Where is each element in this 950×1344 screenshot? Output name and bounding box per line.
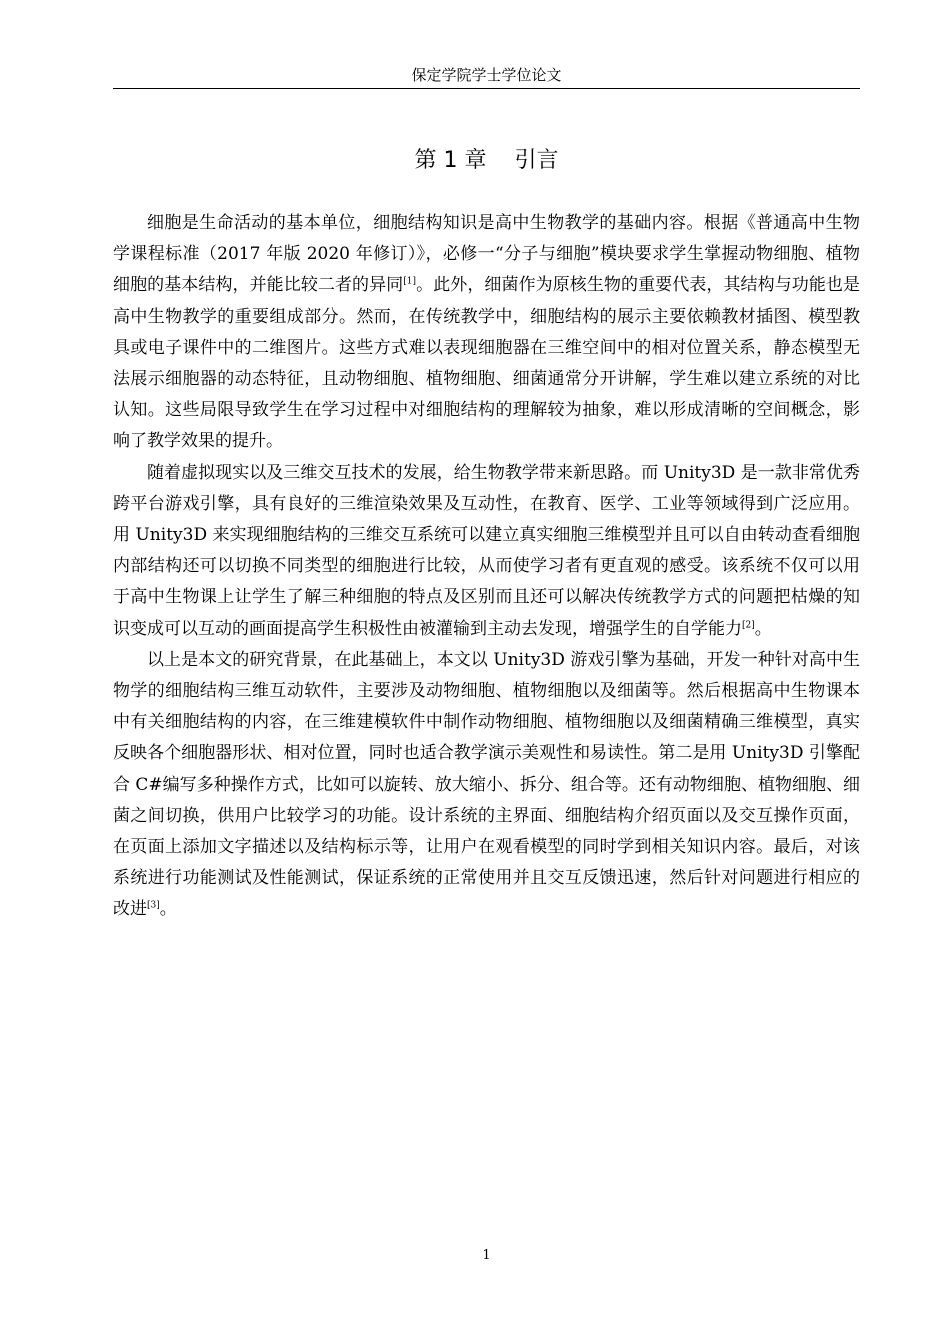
- paragraph-text-tail: 。: [754, 618, 772, 639]
- paragraph-2: [113, 458, 860, 645]
- paragraph-text-tail: 。: [159, 899, 177, 920]
- citation-1: [1]: [403, 276, 417, 287]
- paragraph-text: 细胞是生命活动的基本单位，细胞结构知识是高中生物教学的基础内容。根据《普通高中生物学课程标准（2017 年版 2020 年修订）》，必修一“分子与细胞”模块要求学生掌握动物细胞、植物细胞的基本结构，并能比较二者的异同: [113, 213, 860, 296]
- paragraph-1: [113, 208, 860, 458]
- citation-3: [3]: [147, 900, 160, 911]
- citation-2: [2]: [742, 619, 755, 630]
- chapter-title: [113, 143, 860, 179]
- chapter-number: 第 1 章: [414, 148, 487, 173]
- chapter-heading: 引言: [514, 148, 559, 173]
- paragraph-text-tail: 。此外，细菌作为原核生物的重要代表，其结构与功能也是高中生物教学的重要组成部分。然而，在传统教学中，细胞结构的展示主要依赖教材插图、模型教具或电子课件中的二维图片。这些方式难以表现细胞器在三维空间中的相对位置关系，静态模型无法展示细胞器的动态特征，且动物细胞、植物细胞、细菌通常分开讲解，学生难以建立系统的对比认知。这些局限导致学生在学习过程中对细胞结构的理解较为抽象，难以形成清晰的空间概念，影响了教学效果的提升。: [113, 275, 861, 452]
- paragraph-3: [113, 645, 860, 926]
- body-text: [113, 208, 860, 926]
- paragraph-text: 随着虚拟现实以及三维交互技术的发展，给生物教学带来新思路。而 Unity3D 是一款非常优秀跨平台游戏引擎，具有良好的三维渲染效果及互动性，在教育、医学、工业等领域得到广泛应用。用 Unity3D 来实现细胞结构的三维交互系统可以建立真实细胞三维模型并且可以自由转动查看细胞内部结构还可以切换不同类型的细胞进行比较，从而使学习者有更直观的感受。该系统不仅可以用于高中生物课上让学生了解三种细胞的特点及区别而且还可以解决传统教学方式的问题把枯燥的知识变成可以互动的画面提高学生积极性由被灌输到主动去发现，增强学生的自学能力: [113, 462, 860, 639]
- page-number: 1: [482, 1248, 491, 1263]
- paragraph-text: 以上是本文的研究背景，在此基础上，本文以 Unity3D 游戏引擎为基础，开发一种针对高中生物学的细胞结构三维互动软件，主要涉及动物细胞、植物细胞以及细菌等。然后根据高中生物课本中有关细胞结构的内容，在三维建模软件中制作动物细胞、植物细胞以及细菌精确三维模型，真实反映各个细胞器形状、相对位置，同时也适合教学演示美观性和易读性。第二是用 Unity3D 引擎配合 C#编写多种操作方式，比如可以旋转、放大缩小、拆分、组合等。还有动物细胞、植物细胞、细菌之间切换，供用户比较学习的功能。设计系统的主界面、细胞结构介绍页面以及交互操作页面，在页面上添加文字描述以及结构标示等，让用户在观看模型的同时学到相关知识内容。最后，对该系统进行功能测试及性能测试，保证系统的正常使用并且交互反馈迅速，然后针对问题进行相应的改进: [113, 649, 860, 920]
- running-header: 保定学院学士学位论文: [411, 66, 562, 84]
- header-rule: [113, 88, 860, 89]
